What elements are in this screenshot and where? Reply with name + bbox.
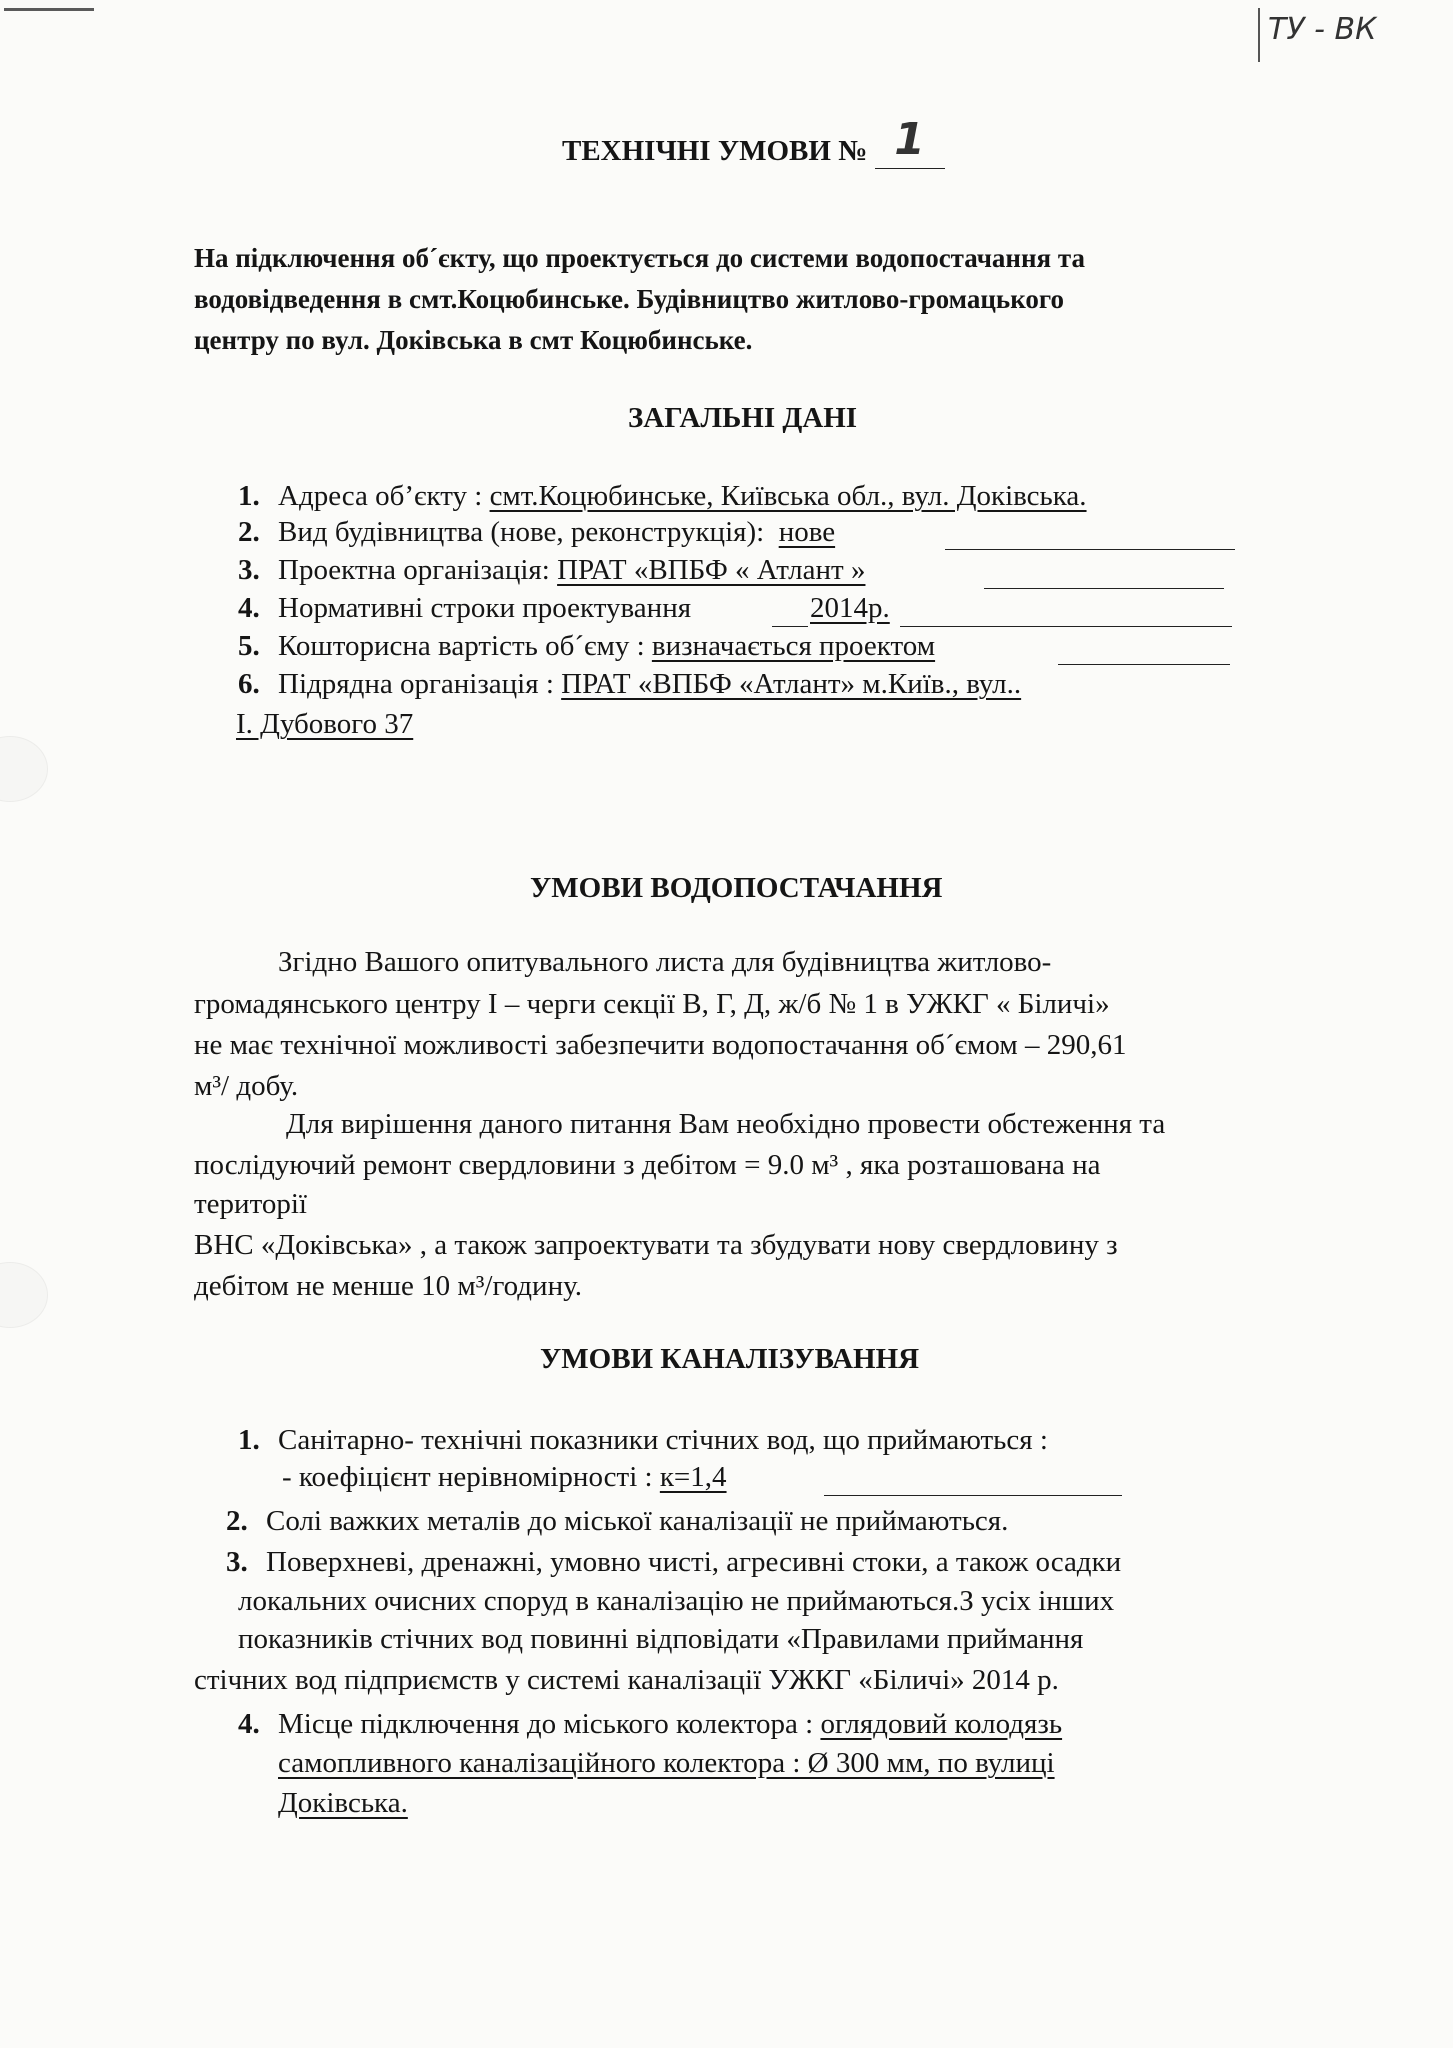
water-line-3: не має технічної можливості забезпечити водопостачання об´ємом – 290,61 xyxy=(194,1029,1127,1061)
intro-line-3: центру по вул. Доківська в смт Коцюбинське. xyxy=(194,325,753,355)
item-label: Вид будівництва (нове, реконструкція): xyxy=(278,516,765,548)
item-label: Адреса об’єкту : xyxy=(278,480,490,512)
corner-note xyxy=(1258,8,1376,62)
item-number: 5. xyxy=(238,630,260,662)
sewer-heading: УМОВИ КАНАЛІЗУВАННЯ xyxy=(540,1343,920,1375)
title-number-handwritten: 1 xyxy=(894,114,925,165)
general-item-1 xyxy=(238,480,1087,513)
sewer-item-3-line-4: стічних вод підприємств у системі каналізації УЖКГ «Біличі» 2014 р. xyxy=(194,1664,1059,1696)
sewer-item-3-line-3: показників стічних вод повинні відповідати «Правилами приймання xyxy=(238,1623,1084,1655)
intro-line-1: На підключення об´єкту, що проектується до системи водопостачання та xyxy=(194,243,1085,273)
general-item-4 xyxy=(238,592,691,625)
water-heading: УМОВИ ВОДОПОСТАЧАННЯ xyxy=(530,872,943,904)
fill-line-4a xyxy=(772,626,808,627)
water-line-8: ВНС «Доківська» , а також запроектувати та збудувати нову свердловину з xyxy=(194,1229,1118,1261)
sewer-item-2 xyxy=(226,1505,1008,1538)
item-text: Солі важких металів до міської каналізації не приймаються. xyxy=(266,1505,1009,1537)
item-number: 1. xyxy=(238,1424,260,1456)
item-label: Проектна організація: xyxy=(278,554,558,586)
document-title xyxy=(562,114,945,169)
item-label: Кошторисна вартість об´єму : xyxy=(278,630,652,662)
general-item-2 xyxy=(238,516,835,549)
title-number xyxy=(875,114,945,169)
sewer-item-4 xyxy=(238,1708,1062,1741)
water-line-2: громадянського центру І – черги секції В, Г, Д, ж/б № 1 в УЖКГ « Біличі» xyxy=(194,988,1110,1020)
sewer-item-4-line-3: Доківська. xyxy=(278,1787,408,1819)
item-value: оглядовий колодязь xyxy=(820,1708,1063,1740)
punch-hole-top xyxy=(0,736,48,802)
item-value: ПРАТ «ВПБФ « Атлант » xyxy=(557,554,866,586)
sewer-item-1 xyxy=(238,1424,1048,1457)
general-item-6-cont: І. Дубового 37 xyxy=(236,708,414,740)
item-number: 3. xyxy=(226,1546,248,1578)
item-label: Підрядна організація : xyxy=(278,668,562,700)
item-value: ПРАТ «ВПБФ «Атлант» м.Київ., вул.. xyxy=(561,668,1022,700)
item-value: нове xyxy=(778,516,836,548)
fill-line-3 xyxy=(984,588,1224,589)
scan-mark xyxy=(4,8,94,11)
item-label: Місце підключення до міського колектора : xyxy=(278,1708,821,1740)
sub-label: - коефіцієнт нерівномірності : xyxy=(282,1461,660,1493)
item-label: Нормативні строки проектування xyxy=(278,592,692,624)
punch-hole-bottom xyxy=(0,1262,48,1328)
item-number: 4. xyxy=(238,1708,260,1740)
fill-line-2 xyxy=(945,549,1235,550)
fill-line-k xyxy=(824,1495,1122,1496)
item-text: Санітарно- технічні показники стічних вод, що приймаються : xyxy=(278,1424,1048,1456)
water-line-9: дебітом не менше 10 м³/годину. xyxy=(194,1270,582,1302)
item-number: 3. xyxy=(238,554,260,586)
item-value: смт.Коцюбинське, Київська обл., вул. Доківська. xyxy=(489,480,1087,512)
general-item-6 xyxy=(238,668,1021,701)
sub-value: к=1,4 xyxy=(659,1461,727,1493)
water-line-6: послідуючий ремонт свердловини з дебітом = 9.0 м³ , яка розташована на xyxy=(194,1149,1101,1181)
fill-line-5 xyxy=(1058,664,1230,665)
general-item-3 xyxy=(238,554,865,587)
sewer-item-1-sub xyxy=(282,1461,727,1494)
item-text: Поверхневі, дренажні, умовно чисті, агресивні стоки, а також осадки xyxy=(266,1546,1122,1578)
general-heading: ЗАГАЛЬНІ ДАНІ xyxy=(628,402,858,434)
general-item-4-value: 2014р. xyxy=(810,592,890,624)
sewer-item-4-line-2: самопливного каналізаційного колектора : Ø 300 мм, по вулиці xyxy=(278,1747,1055,1779)
general-item-5 xyxy=(238,630,935,663)
fill-line-4b xyxy=(900,626,1232,627)
item-number: 4. xyxy=(238,592,260,624)
sewer-item-3 xyxy=(226,1546,1121,1579)
intro-line-2: водовідведення в смт.Коцюбинське. Будівництво житлово-громацького xyxy=(194,284,1064,314)
water-line-5: Для вирішення даного питання Вам необхідно провести обстеження та xyxy=(286,1108,1166,1140)
item-number: 2. xyxy=(238,516,260,548)
item-number: 1. xyxy=(238,480,260,512)
water-line-4: м³/ добу. xyxy=(194,1070,299,1102)
item-number: 2. xyxy=(226,1505,248,1537)
water-line-7: території xyxy=(194,1188,307,1220)
corner-note-text: ТУ - ВК xyxy=(1268,12,1377,47)
item-value: визначається проектом xyxy=(651,630,936,662)
water-line-1: Згідно Вашого опитувального листа для будівництва житлово- xyxy=(278,946,1052,978)
sewer-item-3-line-2: локальних очисних споруд в каналізацію не приймаються.З усіх інших xyxy=(238,1585,1115,1617)
item-number: 6. xyxy=(238,668,260,700)
title-text: ТЕХНІЧНІ УМОВИ № xyxy=(562,135,868,167)
